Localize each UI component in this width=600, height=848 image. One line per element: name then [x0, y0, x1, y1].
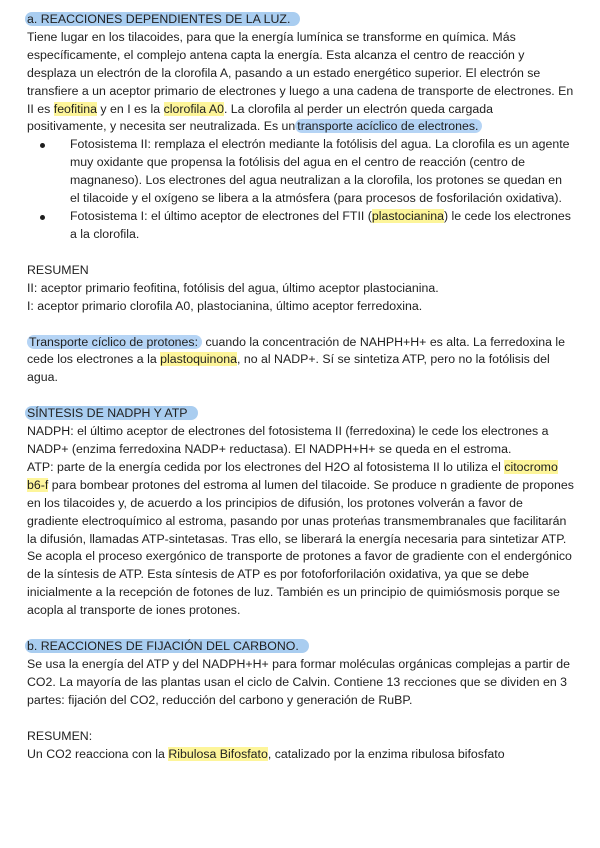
atp-label: ATP:: [27, 459, 54, 474]
text-run: , catalizado por la enzima ribulosa bifosfato: [267, 746, 505, 761]
resumen-b-line: [27, 746, 575, 764]
nadph-paragraph: [27, 423, 575, 459]
section-b-heading: b. REACCIONES DE FIJACIÓN DEL CARBONO.: [25, 639, 309, 653]
text-run: y en I es la: [97, 101, 164, 116]
section-a-paragraph: [27, 29, 575, 136]
highlight-transporte-aciclico: transporte acíclico de electrones.: [295, 119, 482, 133]
highlight-ribulosa: Ribulosa Bifosfato: [168, 746, 268, 761]
highlight-citocromo: citocromo b6-f: [27, 459, 558, 492]
atp-paragraph: [27, 459, 575, 620]
list-item: [27, 208, 575, 244]
section-a-heading-line: [27, 11, 575, 29]
highlight-clorofila-a0: clorofila A0: [163, 101, 224, 116]
text-run: para bombear protones del estroma al lumen del tilacoide. Se produce n gradiente de propones en los tilacoides y, de acuerdo a los principios de difusión, los protones volverán a favor de gradiente electroquímico al estroma, pasando por unas proteńas transmembranales que facilitarán la difusión, llamadas ATP-sintetasas. Tras ello, se liberará la energía necesaria para sintetizar ATP. Se acopla el proceso exergónico de transporte de protones a favor de gradiente con el endergónico de la síntesis de ATP. Esta síntesis de ATP es por fotoforforilación oxidativa, ya que se debe inicialmente a la recepción de fotones de luz. También es un principio de quimiósmosis porque se acopla al transporte de iones protones.: [27, 477, 574, 618]
bullet-icon: [40, 143, 45, 148]
list-item: [27, 136, 575, 208]
fotosistema-ii-label: Fotosistema II: [70, 137, 148, 152]
ciclico-paragraph: [27, 334, 575, 388]
highlight-plastocianina: plastocianina: [371, 208, 444, 223]
bullet-icon: [40, 215, 45, 220]
text-run: Un CO2 reacciona con la: [27, 746, 169, 761]
highlight-plastoquinona: plastoquinona: [160, 352, 237, 367]
sintesis-heading: SÍNTESIS DE NADPH Y ATP: [25, 406, 198, 420]
resumen-title: RESUMEN: [27, 262, 89, 277]
text-run: . La clorofila al perder un electrón queda cargada positivamente, y necesita ser neutralizada. Es un: [27, 101, 493, 134]
highlight-transporte-ciclico: Transporte cíclico de protones:: [27, 335, 202, 349]
document-page: [27, 11, 575, 764]
text-run: cuando la concentración de NAHPH+H+ es alta. La ferredoxina le cede los electrones a la: [27, 334, 565, 367]
section-a-heading: a. REACCIONES DEPENDIENTES DE LA LUZ.: [25, 12, 300, 26]
resumen-b-title: RESUMEN:: [27, 728, 93, 743]
section-b-heading-line: [27, 638, 575, 656]
text-run: : el último aceptor de electrones del FTII (: [144, 208, 372, 223]
text-run: : el último aceptor de electrones del fotosistema II (ferredoxina) le cede los electrones a NADP+ (enzima ferredoxina NADP+ reductasa). El NADPH+H+ se queda en el estroma.: [27, 424, 549, 457]
resumen-line: II: aceptor primario feofitina, fotólisis del agua, último aceptor plastocianina.: [27, 280, 439, 295]
sintesis-heading-line: [27, 405, 575, 423]
text-run: ) le cede los electrones a la clorofila.: [70, 208, 571, 241]
nadph-label: NADPH: [27, 424, 71, 439]
fotosistema-i-label: Fotosistema I: [70, 208, 145, 223]
highlight-feofitina: feofitina: [53, 101, 97, 116]
resumen-line: I: aceptor primario clorofila A0, plastocianina, último aceptor ferredoxina.: [27, 298, 423, 313]
section-b-paragraph: Se usa la energía del ATP y del NADPH+H+ para formar moléculas orgánicas complejas a partir de CO2. La mayoría de las plantas usan el ciclo de Calvin. Contiene 13 recciones que se dividen en 3 partes: fijación del CO2, reducción del carbono y generación de RuBP.: [27, 657, 570, 707]
text-run: Tiene lugar en los tilacoides, para que la energía lumínica se transforme en química. Más específicamente, el complejo antena capta la energía. Esta alcanza el centro de reacción y desplaza un electrón de la clorofila A, pasando a un estado energético superior. El electrón se transfiere a un aceptor primario de electrones y luego a una cadena de transporte de electrones. En II es: [27, 29, 574, 116]
text-run: : remplaza el electrón mediante la fotólisis del agua. La clorofila es un agente muy oxidante que propensa la fotólisis del agua en el centro de reacción (centro de magnaneso). Los electrones del agua neutralizan a la clorofila, los protones se quedan en el tilacoide y el oxígeno se libera a la atmósfera (para procesos de fosforilación oxidativa).: [70, 137, 570, 206]
fotosistema-list: [27, 136, 575, 243]
text-run: parte de la energía cedida por los electrones del H2O al fotosistema II lo utiliza el: [53, 459, 505, 474]
text-run: , no al NADP+. Sí se sintetiza ATP, pero no la fotólisis del agua.: [27, 352, 550, 385]
